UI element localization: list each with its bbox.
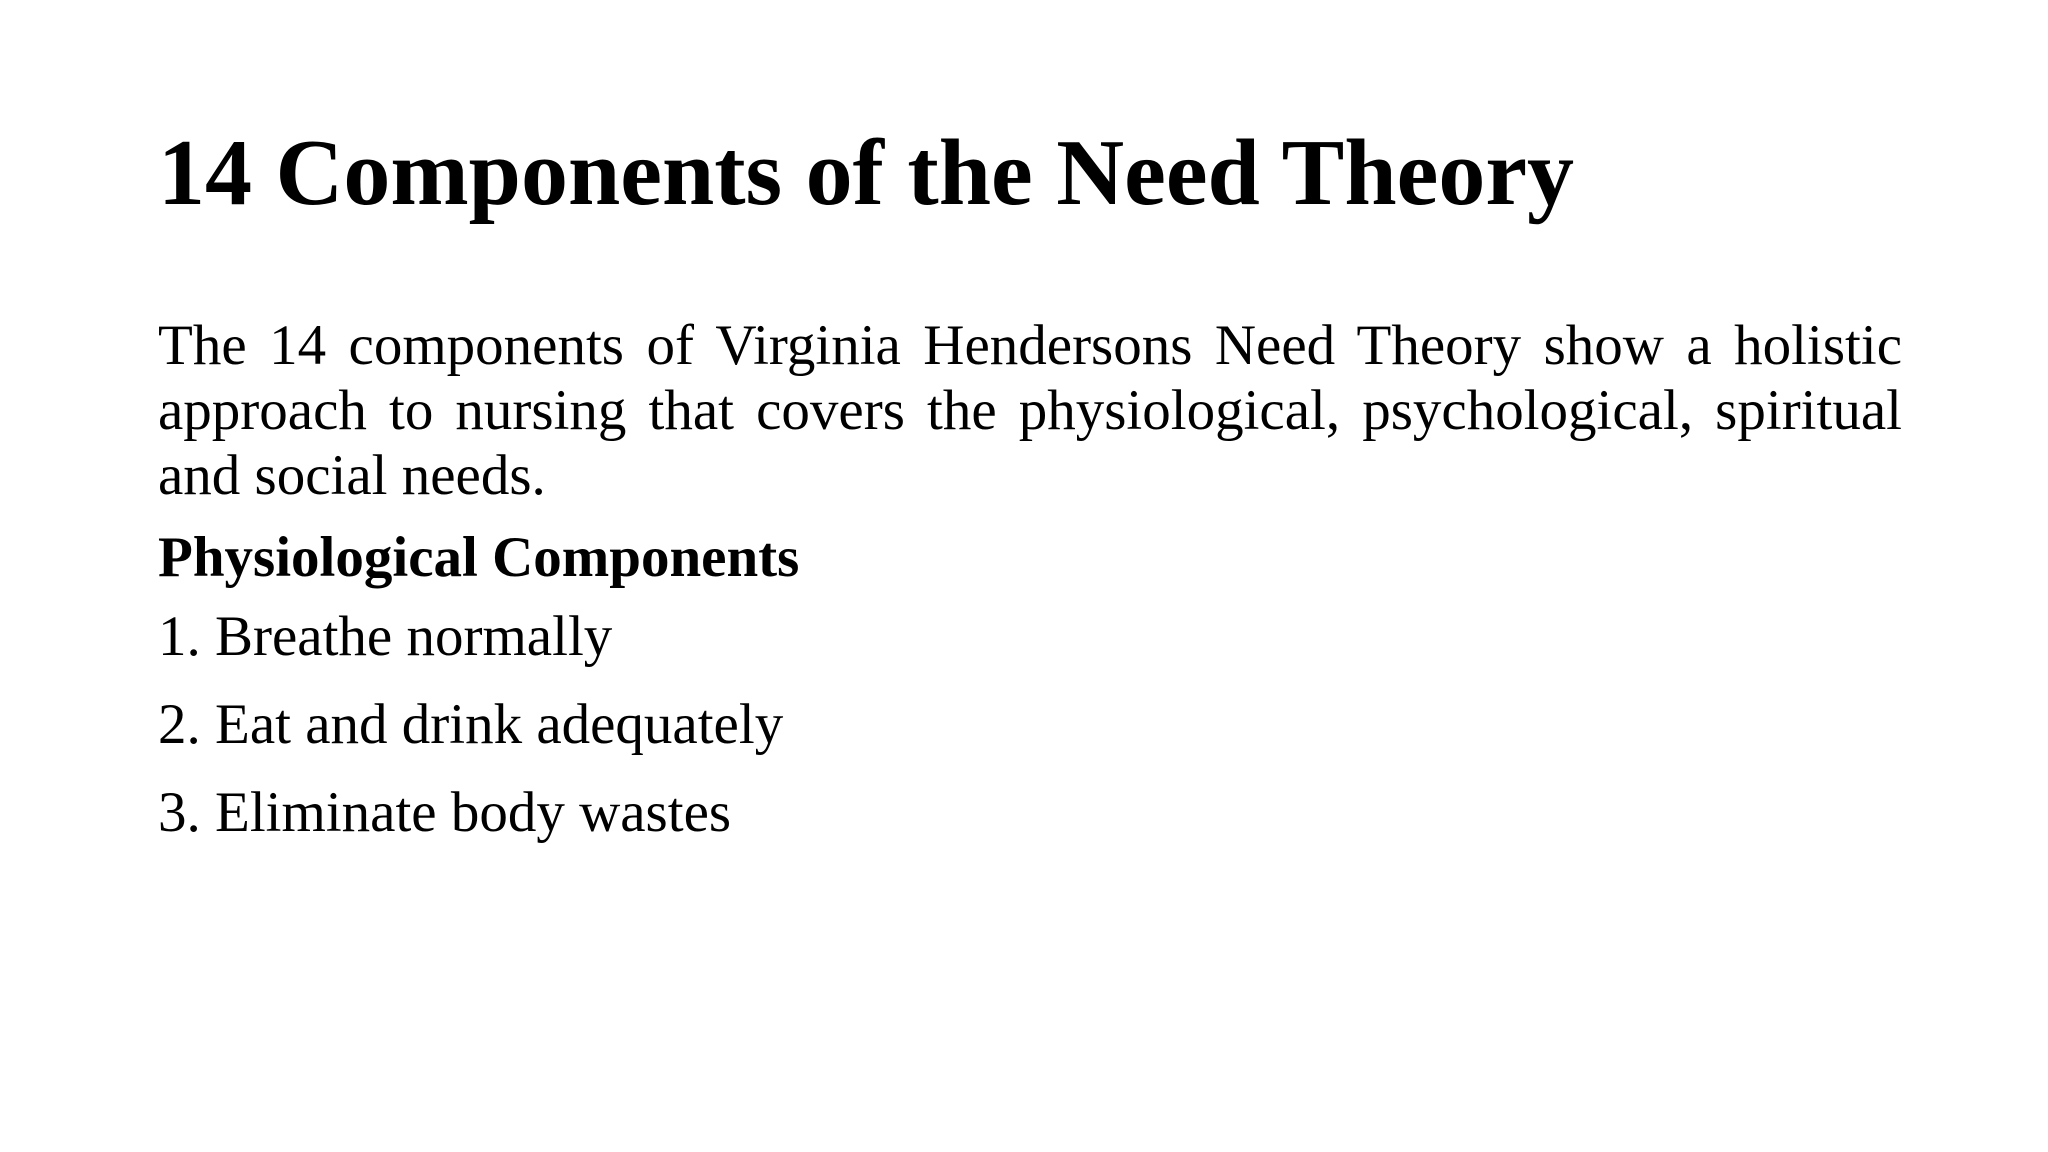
- section-heading: Physiological Components: [158, 526, 800, 589]
- intro-paragraph: The 14 components of Virginia Hendersons Need Theory show a holistic approach to nursing that covers the physiological, psychological, spiritual and social needs.: [158, 314, 1902, 507]
- list-item: 3. Eliminate body wastes: [158, 781, 732, 844]
- list-item: 1. Breathe normally: [158, 605, 613, 668]
- component-list: [158, 604, 1902, 846]
- list-item: 2. Eat and drink adequately: [158, 693, 784, 756]
- slide-body: [158, 313, 1902, 868]
- slide-title: 14 Components of the Need Theory: [158, 121, 1575, 225]
